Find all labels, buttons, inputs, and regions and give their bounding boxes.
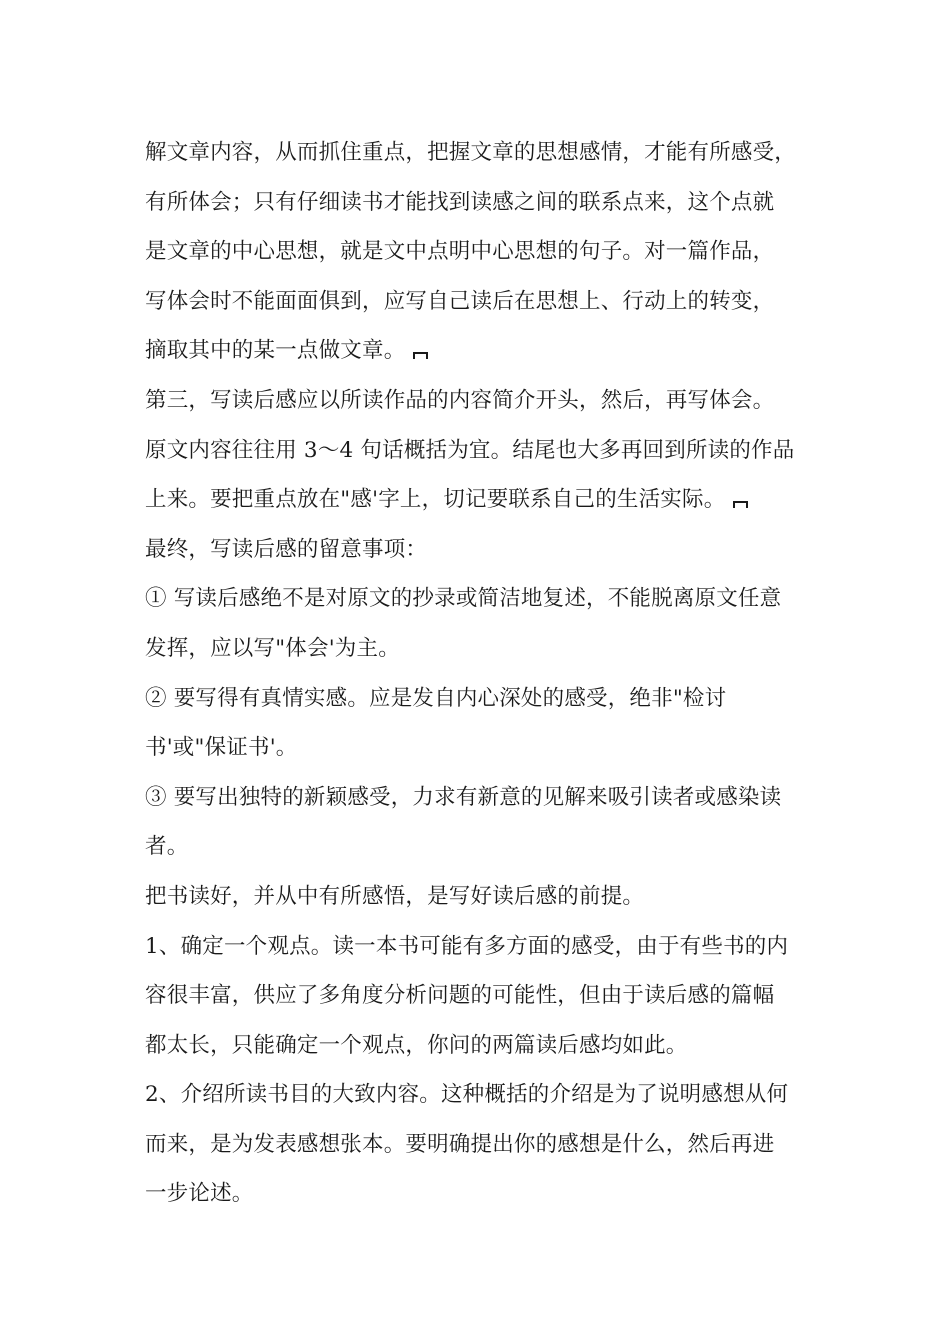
text-line: 写体会时不能面面俱到，应写自己读后在思想上、行动上的转变， — [145, 288, 775, 314]
paragraph-mark-icon — [413, 352, 428, 359]
text-line: 是文章的中心思想，就是文中点明中心思想的句子。对一篇作品， — [145, 239, 775, 265]
text-line: 解文章内容，从而抓住重点，把握文章的思想感情，才能有所感受， — [145, 140, 797, 165]
text-line: 有所体会；只有仔细读书才能找到读感之间的联系点来，这个点就 — [145, 189, 775, 215]
text-line: 把书读好，并从中有所感悟，是写好读后感的前提。 — [145, 883, 645, 909]
text-line: ② 要写得有真情实感。应是发自内心深处的感受，绝非"检讨 — [145, 685, 727, 711]
text-line: 都太长，只能确定一个观点，你问的两篇读后感均如此。 — [145, 1032, 688, 1058]
text-line: 1、确定一个观点。读一本书可能有多方面的感受，由于有些书的内 — [145, 933, 789, 959]
text-line: 摘取其中的某一点做文章。 — [145, 326, 825, 376]
text-line: 书'或"保证书'。 — [145, 735, 298, 761]
text-line: 上来。要把重点放在"感'字上，切记要联系自己的生活实际。 — [145, 475, 825, 525]
text-line: 最终，写读后感的留意事项： — [145, 536, 428, 562]
text-line: 第三，写读后感应以所读作品的内容简介开头，然后，再写体会。 — [145, 387, 775, 413]
text-line: 发挥，应以写"体会'为主。 — [145, 635, 400, 661]
paragraph-mark-icon — [733, 501, 748, 508]
text-line: 2、介绍所读书目的大致内容。这种概括的介绍是为了说明感想从何 — [145, 1082, 789, 1108]
document-body — [145, 128, 825, 1219]
text-line: ③ 要写出独特的新颖感受，力求有新意的见解来吸引读者或感染读 — [145, 784, 782, 810]
text-line: 容很丰富，供应了多角度分析问题的可能性，但由于读后感的篇幅 — [145, 983, 775, 1009]
text-line: 者。 — [145, 834, 189, 860]
text-line: ① 写读后感绝不是对原文的抄录或简洁地复述，不能脱离原文任意 — [145, 586, 782, 612]
text-line: 一步论述。 — [145, 1181, 254, 1207]
text-line: 原文内容往往用 3～4 句话概括为宜。结尾也大多再回到所读的作品 — [145, 437, 795, 463]
text-line: 而来，是为发表感想张本。要明确提出你的感想是什么，然后再进 — [145, 1131, 775, 1157]
